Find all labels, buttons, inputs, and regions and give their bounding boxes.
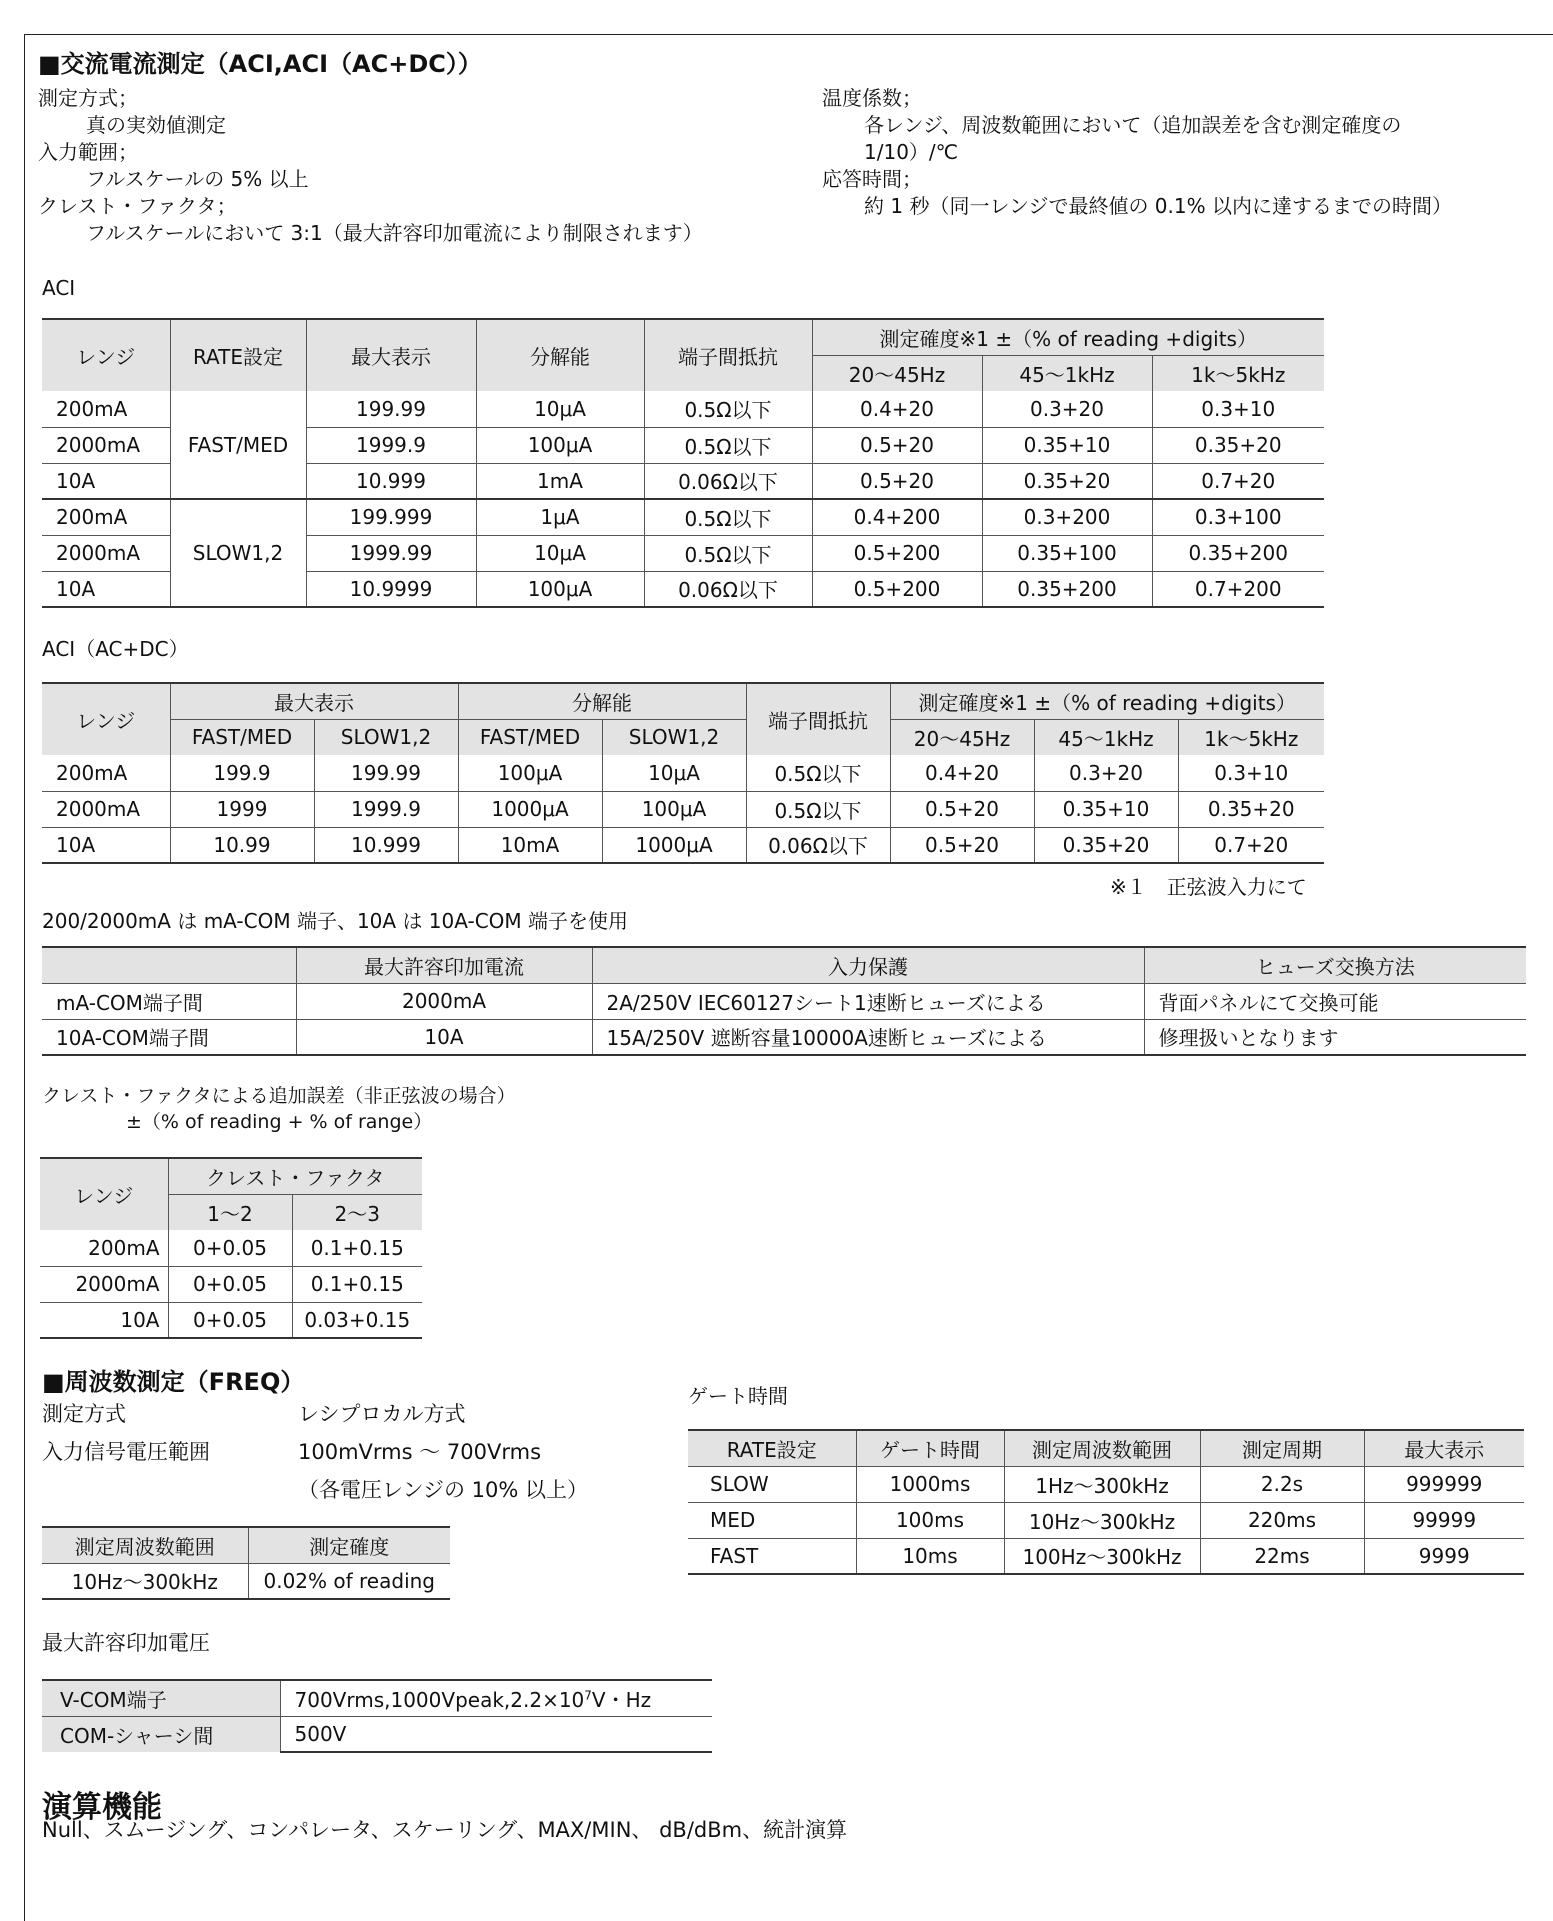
table-cell: 15A/250V 遮断容量10000A速断ヒューズによる [592, 1019, 1144, 1055]
table-cell: 0.4+20 [812, 391, 982, 427]
col-header: 分解能 [476, 319, 644, 391]
table-cell: 0.3+10 [1152, 391, 1324, 427]
col-header: 端子間抵抗 [644, 319, 812, 391]
col-header: 45〜1kHz [1034, 719, 1178, 755]
table-cell: 2.2s [1200, 1466, 1364, 1502]
col-header: SLOW1,2 [314, 719, 458, 755]
table-cell: 0.35+100 [982, 535, 1152, 571]
table-cell: 2000mA [296, 983, 592, 1019]
table-cell: 0+0.05 [168, 1302, 292, 1338]
aci-table [42, 318, 1324, 608]
table-cell: 1000μA [458, 791, 602, 827]
table-cell: 10A [40, 1302, 168, 1338]
col-header: 最大許容印加電流 [296, 947, 592, 983]
table-cell: MED [688, 1502, 856, 1538]
table-cell: 100Hz〜300kHz [1004, 1538, 1200, 1574]
table-cell: 10μA [476, 391, 644, 427]
freq-method-value: レシプロカル方式 [298, 1402, 466, 1426]
table-cell: 10mA [458, 827, 602, 863]
table-cell: 0.5Ω以下 [644, 535, 812, 571]
table-cell: 2000mA [40, 1266, 168, 1302]
table-cell: 0.5+20 [890, 791, 1034, 827]
table-cell: 10μA [476, 535, 644, 571]
table-cell: 0.3+10 [1178, 755, 1324, 791]
table-cell: 0.7+200 [1152, 571, 1324, 607]
table-cell: 10μA [602, 755, 746, 791]
table-cell: 0.4+20 [890, 755, 1034, 791]
calc-heading: 演算機能 [42, 1790, 162, 1825]
table-cell: 0+0.05 [168, 1266, 292, 1302]
spec-value: 1/10）/℃ [864, 140, 959, 164]
table-cell: 0.7+20 [1152, 463, 1324, 499]
table-cell: 0.35+20 [1034, 827, 1178, 863]
col-header: レンジ [42, 683, 170, 755]
col-header: 測定確度※1 ±（% of reading +digits） [812, 319, 1324, 355]
col-header: 最大表示 [306, 319, 476, 391]
table-cell: 0.06Ω以下 [644, 571, 812, 607]
table-cell: FAST [688, 1538, 856, 1574]
gate-table [688, 1429, 1524, 1575]
freq-input-value: 100mVrms 〜 700Vrms [298, 1440, 542, 1464]
table-cell: 100μA [476, 427, 644, 463]
gate-title: ゲート時間 [688, 1384, 788, 1408]
table-cell: 10.999 [306, 463, 476, 499]
table-cell: 200mA [42, 499, 170, 535]
col-header: 測定周波数範囲 [1004, 1430, 1200, 1466]
table-cell: 999999 [1364, 1466, 1524, 1502]
voltage-value-unit: V・Hz [591, 1687, 652, 1712]
table-cell: 0.06Ω以下 [644, 463, 812, 499]
table-cell: 0.35+20 [982, 463, 1152, 499]
freq-input-label: 入力信号電圧範囲 [42, 1440, 210, 1464]
table-cell: 0.5Ω以下 [746, 755, 890, 791]
table-cell: 1000ms [856, 1466, 1004, 1502]
spec-label: 入力範囲； [38, 140, 138, 164]
freq-input-note: （各電圧レンジの 10% 以上） [298, 1478, 588, 1502]
table-cell: 0.3+20 [1034, 755, 1178, 791]
table-cell: 0.35+10 [982, 427, 1152, 463]
table-cell: 0.5Ω以下 [644, 499, 812, 535]
col-header: 1k〜5kHz [1178, 719, 1324, 755]
table-cell: 10Hz〜300kHz [1004, 1502, 1200, 1538]
voltage-value [280, 1716, 712, 1752]
table-cell: 0.35+20 [1178, 791, 1324, 827]
table-cell: 100μA [602, 791, 746, 827]
table-cell: mA-COM端子間 [42, 983, 296, 1019]
table-cell: 0.35+20 [1152, 427, 1324, 463]
table-cell: 10A [42, 571, 170, 607]
col-header: 2〜3 [292, 1194, 422, 1230]
table-cell: 0.06Ω以下 [746, 827, 890, 863]
col-header: 入力保護 [592, 947, 1144, 983]
table-cell: 199.99 [314, 755, 458, 791]
table-cell: 0.35+200 [982, 571, 1152, 607]
acidc-table-title: ACI（AC+DC） [42, 637, 189, 661]
table-cell: 199.9 [170, 755, 314, 791]
table-cell: 220ms [1200, 1502, 1364, 1538]
aci-heading: ■交流電流測定（ACI,ACI（AC+DC）） [38, 50, 482, 78]
table-cell: 0.3+200 [982, 499, 1152, 535]
voltage-value-text: 500V [294, 1721, 347, 1746]
col-header: クレスト・ファクタ [168, 1158, 422, 1194]
freq-method-label: 測定方式 [42, 1402, 126, 1426]
table-cell: 10ms [856, 1538, 1004, 1574]
col-header: 分解能 [458, 683, 746, 719]
col-header: 最大表示 [1364, 1430, 1524, 1466]
col-header: ゲート時間 [856, 1430, 1004, 1466]
table-cell: 0.5Ω以下 [644, 427, 812, 463]
table-cell: 1μA [476, 499, 644, 535]
col-header: レンジ [42, 319, 170, 391]
spec-label: クレスト・ファクタ； [38, 194, 237, 218]
table-cell: 1Hz〜300kHz [1004, 1466, 1200, 1502]
table-cell: 0.4+200 [812, 499, 982, 535]
aci-table-title: ACI [42, 276, 76, 300]
table-cell: 100μA [476, 571, 644, 607]
table-cell: 0.5+20 [812, 427, 982, 463]
table-cell: 200mA [42, 391, 170, 427]
table-cell: 1999.9 [314, 791, 458, 827]
table-cell: 0.02% of reading [248, 1563, 450, 1599]
crest-title: クレスト・ファクタによる追加誤差（非正弦波の場合） [42, 1085, 516, 1107]
spec-value: フルスケールの 5% 以上 [86, 167, 309, 191]
table-cell: 1999.99 [306, 535, 476, 571]
footnote: ※１ 正弦波入力にて [1110, 875, 1307, 899]
col-header: ヒューズ交換方法 [1144, 947, 1526, 983]
table-cell: 99999 [1364, 1502, 1524, 1538]
col-header: 測定周期 [1200, 1430, 1364, 1466]
spec-value: フルスケールにおいて 3:1（最大許容印加電流により制限されます） [86, 221, 703, 245]
rate-group-cell: SLOW1,2 [170, 499, 306, 607]
freq-accuracy-table [42, 1526, 450, 1600]
col-header: 端子間抵抗 [746, 683, 890, 755]
voltage-table [42, 1679, 712, 1753]
table-cell: 1999 [170, 791, 314, 827]
table-cell: 100μA [458, 755, 602, 791]
spec-value: 各レンジ、周波数範囲において（追加誤差を含む測定確度の [864, 113, 1402, 137]
col-header: 測定確度※1 ±（% of reading +digits） [890, 683, 1324, 719]
table-cell: SLOW [688, 1466, 856, 1502]
table-cell: 199.99 [306, 391, 476, 427]
table-cell: 10Hz〜300kHz [42, 1563, 248, 1599]
table-cell: 0.5Ω以下 [746, 791, 890, 827]
table-cell: 0.7+20 [1178, 827, 1324, 863]
table-cell: 10A [296, 1019, 592, 1055]
col-header: FAST/MED [458, 719, 602, 755]
crest-table [40, 1157, 422, 1339]
col-header: 1〜2 [168, 1194, 292, 1230]
table-cell: 0.3+100 [1152, 499, 1324, 535]
voltage-value-sup: 7 [584, 1688, 592, 1703]
table-cell: 背面パネルにて交換可能 [1144, 983, 1526, 1019]
table-cell: 200mA [40, 1230, 168, 1266]
table-cell: 1mA [476, 463, 644, 499]
col-header: FAST/MED [170, 719, 314, 755]
table-cell: 2A/250V IEC60127シート1速断ヒューズによる [592, 983, 1144, 1019]
table-cell: 0.1+0.15 [292, 1230, 422, 1266]
table-cell: 100ms [856, 1502, 1004, 1538]
col-header: RATE設定 [688, 1430, 856, 1466]
voltage-title: 最大許容印加電圧 [42, 1631, 210, 1655]
col-header [42, 947, 296, 983]
table-cell: 10.99 [170, 827, 314, 863]
table-cell: 2000mA [42, 427, 170, 463]
table-cell: 2000mA [42, 791, 170, 827]
table-cell: 0.35+10 [1034, 791, 1178, 827]
table-cell: 10A [42, 827, 170, 863]
fuse-table [42, 946, 1526, 1056]
table-cell: 1999.9 [306, 427, 476, 463]
col-header: 測定周波数範囲 [42, 1527, 248, 1563]
table-cell: 2000mA [42, 535, 170, 571]
table-cell: 22ms [1200, 1538, 1364, 1574]
table-cell: 修理扱いとなります [1144, 1019, 1526, 1055]
rate-group-cell: FAST/MED [170, 391, 306, 499]
table-cell: 0.1+0.15 [292, 1266, 422, 1302]
col-header: SLOW1,2 [602, 719, 746, 755]
table-cell: 0.5+20 [890, 827, 1034, 863]
terminal-note: 200/2000mA は mA-COM 端子、10A は 10A-COM 端子を使用 [42, 909, 629, 933]
spec-label: 測定方式； [38, 86, 138, 110]
col-header: 45〜1kHz [982, 355, 1152, 391]
table-cell: 0.5+200 [812, 571, 982, 607]
spec-value: 約 1 秒（同一レンジで最終値の 0.1% 以内に達するまでの時間） [864, 194, 1452, 218]
col-header: 1k〜5kHz [1152, 355, 1324, 391]
table-cell: 0.35+200 [1152, 535, 1324, 571]
crest-subtitle: ±（% of reading + % of range） [126, 1111, 433, 1133]
spec-value: 真の実効値測定 [86, 113, 226, 137]
table-cell: 0.03+0.15 [292, 1302, 422, 1338]
table-cell: 200mA [42, 755, 170, 791]
table-cell: 0+0.05 [168, 1230, 292, 1266]
col-header: 最大表示 [170, 683, 458, 719]
table-cell: 1000μA [602, 827, 746, 863]
col-header: レンジ [40, 1158, 168, 1230]
table-cell: 0.5+20 [812, 463, 982, 499]
freq-heading: ■周波数測定（FREQ） [42, 1368, 305, 1396]
row-header: V-COM端子 [42, 1680, 280, 1716]
table-cell: 10.9999 [306, 571, 476, 607]
col-header: 測定確度 [248, 1527, 450, 1563]
spec-label: 温度係数； [822, 86, 922, 110]
table-cell: 199.999 [306, 499, 476, 535]
row-header: COM-シャーシ間 [42, 1716, 280, 1752]
table-cell: 10A [42, 463, 170, 499]
table-cell: 9999 [1364, 1538, 1524, 1574]
acidc-table [42, 682, 1324, 864]
col-header: RATE設定 [170, 319, 306, 391]
table-cell: 10.999 [314, 827, 458, 863]
col-header: 20〜45Hz [890, 719, 1034, 755]
table-cell: 0.5+200 [812, 535, 982, 571]
table-cell: 0.5Ω以下 [644, 391, 812, 427]
calc-text: Null、スムージング、コンパレータ、スケーリング、MAX/MIN、 dB/dBm、統計演算 [42, 1818, 848, 1842]
table-cell: 0.3+20 [982, 391, 1152, 427]
spec-label: 応答時間； [822, 167, 922, 191]
col-header: 20〜45Hz [812, 355, 982, 391]
voltage-value [280, 1680, 712, 1716]
table-cell: 10A-COM端子間 [42, 1019, 296, 1055]
voltage-value-text: 700Vrms,1000Vpeak,2.2×10 [294, 1687, 585, 1712]
